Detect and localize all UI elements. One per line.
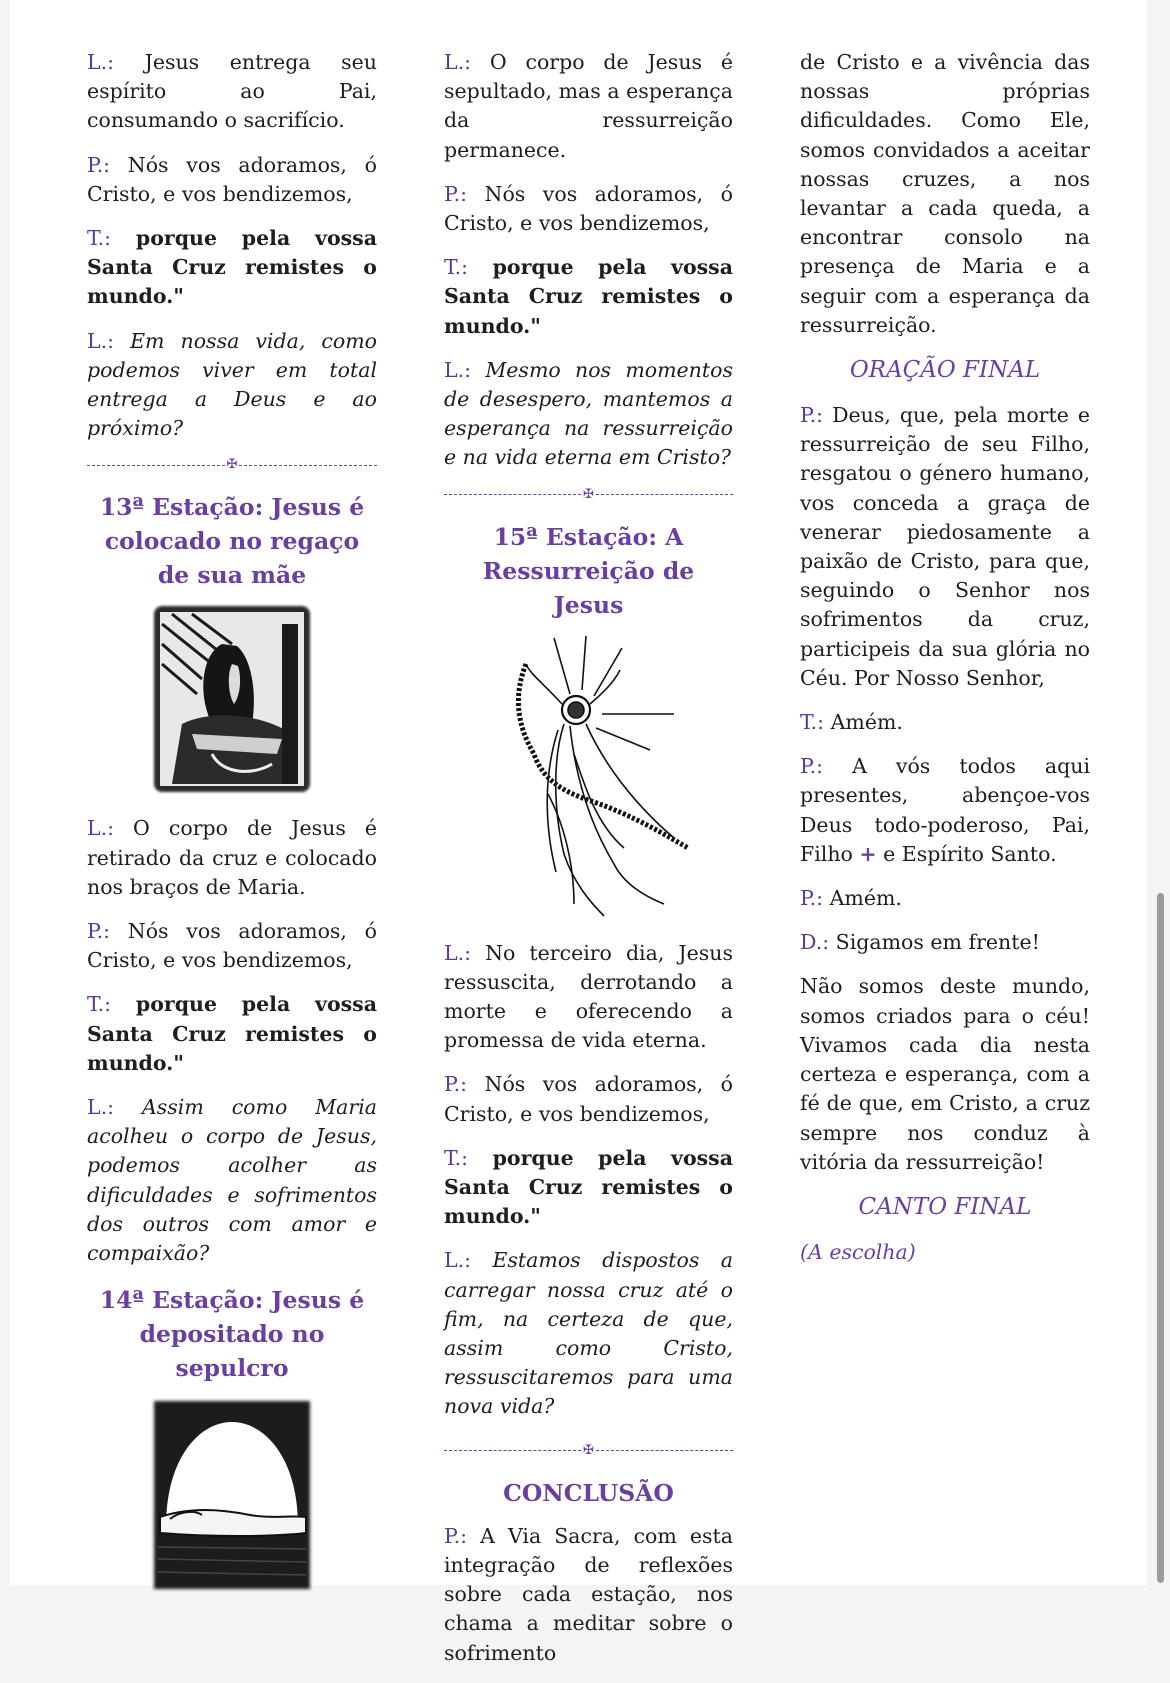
role-label: P.: (800, 754, 824, 779)
separator (444, 488, 733, 502)
role-label: P.: (444, 181, 468, 206)
role-label: T.: (444, 255, 469, 280)
role-label: P.: (800, 886, 824, 911)
paragraph-text: A vós todos aqui presentes, abençoe-vos Deus todo-poderoso, Pai, Filho (800, 754, 1090, 866)
paragraph-text: porque pela vossa Santa Cruz remistes o mundo." (444, 255, 733, 338)
role-label: T.: (87, 226, 112, 251)
cross-plus-icon: + (859, 841, 877, 866)
paragraph (87, 151, 377, 209)
paragraph (444, 48, 733, 165)
station-15-title: 15ª Estação: A Ressurreição de Jesus (482, 522, 695, 619)
paragraph-text: Assim como Maria acolheu o corpo de Jesus, podemos acolher as dificuldades e sofrimentos dos outros com amor e compaixão? (87, 1095, 377, 1266)
separator (444, 1444, 733, 1458)
paragraph (800, 972, 1090, 1176)
paragraph-text: porque pela vossa Santa Cruz remistes o mundo." (444, 1145, 733, 1229)
separator (87, 458, 377, 472)
column-1 (87, 48, 377, 1613)
paragraph-text: O corpo de Jesus é retirado da cruz e colocado nos braços de Maria. (87, 816, 377, 899)
role-label: L.: (444, 1248, 472, 1273)
role-label: L.: (444, 50, 472, 74)
paragraph-text: Nós vos adoramos, ó Cristo, e vos bendizemos, (87, 919, 377, 973)
oracao-final-title: ORAÇÃO FINAL (849, 357, 1041, 384)
paragraph (800, 48, 1090, 340)
tomb-image (150, 1397, 314, 1593)
paragraph (87, 1093, 377, 1268)
paragraph (444, 1246, 733, 1421)
paragraph-text: porque pela vossa Santa Cruz remistes o mundo." (87, 992, 377, 1075)
paragraph-text: A Via Sacra, com esta integração de reflexões sobre cada estação, nos chama a meditar sobre o sofrimento (444, 1523, 733, 1665)
paragraph-text: O corpo de Jesus é sepultado, mas a esperança da ressurreição permanece. (444, 50, 733, 162)
paragraph (800, 708, 1090, 737)
paragraph (444, 253, 733, 341)
paragraph-text: Mesmo nos momentos de desespero, mantemos a esperança na ressurreição e na vida eterna em Cristo? (444, 357, 733, 470)
paragraph-text: Estamos dispostos a carregar nossa cruz até o fim, na certeza de que, assim como Cristo, ressuscitaremos para uma nova vida? (444, 1248, 733, 1419)
paragraph-text: Nós vos adoramos, ó Cristo, e vos bendizemos, (87, 152, 377, 206)
role-label: L.: (87, 328, 115, 353)
station-14-title: 14ª Estação: Jesus é depositado no sepulcro (99, 1286, 365, 1383)
paragraph-text: Em nossa vida, como podemos viver em total entrega a Deus e ao próximo? (87, 328, 377, 441)
paragraph (444, 1070, 733, 1128)
canto-note: (A escolha) (800, 1239, 916, 1264)
paragraph (800, 401, 1090, 693)
paragraph-text: e Espírito Santo. (876, 841, 1057, 866)
paragraph (87, 48, 377, 136)
paragraph (444, 180, 733, 238)
role-label: L.: (444, 940, 472, 965)
paragraph (87, 917, 377, 975)
paragraph (800, 928, 1090, 957)
cross-separator-icon: ✠ (226, 457, 238, 473)
paragraph-text: Deus, que, pela morte e ressurreição de seu Filho, resgatou o género humano, vos conceda a graça de venerar piedosamente a paixão de Cristo, para que, seguindo o Senhor nos sofrimentos da cruz, participeis da sua glória no Céu. Por Nosso Senhor, (800, 403, 1090, 690)
paragraph-text: Sigamos em frente! (829, 930, 1040, 955)
paragraph (87, 224, 377, 312)
column-3 (800, 48, 1090, 1282)
paragraph (87, 814, 377, 902)
cross-separator-icon: ✠ (583, 1442, 594, 1458)
paragraph (800, 752, 1090, 869)
role-label: L.: (444, 357, 472, 382)
paragraph-text: Nós vos adoramos, ó Cristo, e vos bendizemos, (444, 1072, 733, 1126)
role-label: P.: (800, 403, 824, 428)
paragraph-text: Não somos deste mundo, somos criados para o céu! Vivamos cada dia nesta certeza e esperança, com a fé de que, em Cristo, a cruz sempre nos conduz à vitória da ressurreição! (800, 974, 1090, 1174)
paragraph (444, 1522, 733, 1668)
paragraph-text: Nós vos adoramos, ó Cristo, e vos bendizemos, (444, 181, 733, 236)
role-label: P.: (87, 919, 111, 944)
role-label: P.: (87, 152, 111, 177)
pieta-image (152, 604, 312, 794)
role-label: T.: (444, 1145, 469, 1170)
paragraph-text: Jesus entrega seu espírito ao Pai, consumando o sacrifício. (87, 50, 377, 133)
paragraph-text: porque pela vossa Santa Cruz remistes o mundo." (87, 226, 377, 309)
paragraph (87, 327, 377, 444)
role-label: P.: (444, 1523, 468, 1548)
conclusion-title: CONCLUSÃO (503, 1478, 674, 1507)
role-label: L.: (87, 1095, 115, 1120)
paragraph-text: No terceiro dia, Jesus ressuscita, derrotando a morte e oferecendo a promessa de vida eterna. (444, 940, 733, 1053)
role-label: P.: (444, 1072, 468, 1097)
cross-separator-icon: ✠ (583, 486, 594, 502)
paragraph-text: Amém. (823, 886, 902, 911)
paragraph-text: Amém. (824, 710, 903, 735)
role-label: D.: (800, 930, 830, 955)
role-label: L.: (87, 50, 115, 74)
resurrection-image (474, 634, 704, 919)
paragraph (444, 1144, 733, 1232)
paragraph (444, 356, 733, 473)
vertical-scrollbar[interactable] (1157, 893, 1164, 1583)
role-label: L.: (87, 816, 115, 841)
station-13-title: 13ª Estação: Jesus é colocado no regaço de sua mãe (99, 493, 365, 590)
role-label: T.: (800, 710, 825, 735)
column-2 (444, 48, 733, 1683)
paragraph (444, 939, 733, 1056)
document-page (10, 0, 1147, 1665)
paragraph (87, 990, 377, 1078)
role-label: T.: (87, 992, 112, 1017)
canto-final-title: CANTO FINAL (858, 1193, 1032, 1220)
paragraph (800, 884, 1090, 913)
paragraph-text: de Cristo e a vivência das nossas próprias dificuldades. Como Ele, somos convidados a aceitar nossas cruzes, a nos levantar a cada queda, a encontrar consolo na presença de Maria e a seguir com a esperança da ressurreição. (800, 50, 1090, 337)
